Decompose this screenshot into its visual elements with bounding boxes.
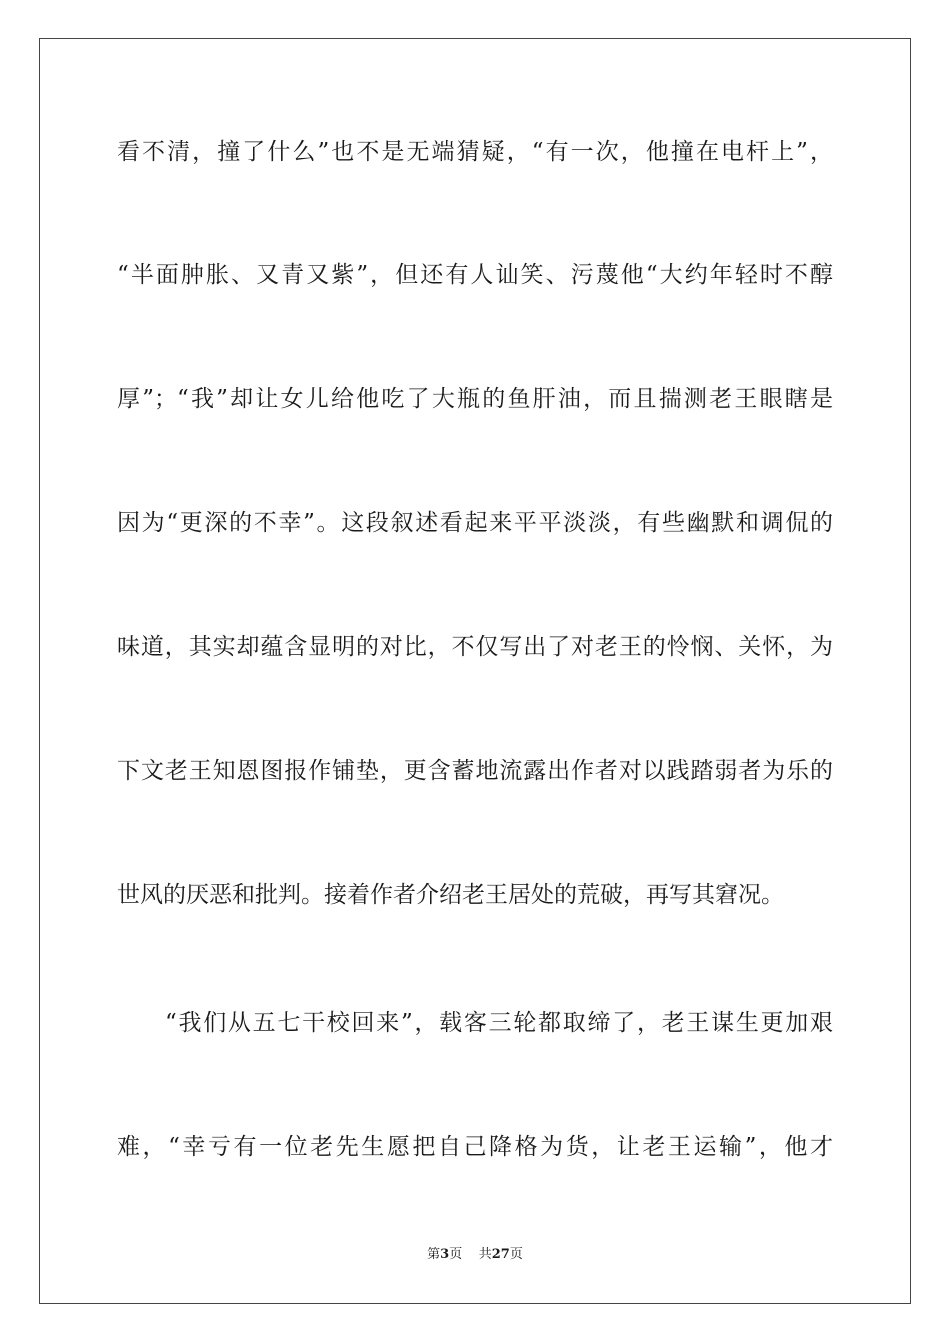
text-line-8: “我们从五七干校回来”，载客三轮都取缔了，老王谋生更加艰 xyxy=(165,1010,833,1036)
total-pages: 27 xyxy=(491,1247,510,1262)
text-line-6: 下文老王知恩图报作铺垫，更含蓄地流露出作者对以践踏弱者为乐的 xyxy=(117,758,833,784)
text-line-4: 因为“更深的不幸”。这段叙述看起来平平淡淡，有些幽默和调侃的 xyxy=(117,510,833,536)
total-prefix: 共 xyxy=(478,1247,492,1262)
text-line-9: 难，“幸亏有一位老先生愿把自己降格为货，让老王运输”，他才 xyxy=(117,1134,833,1160)
page-number: 3 xyxy=(440,1247,450,1262)
text-line-1: 看不清，撞了什么”也不是无端猜疑，“有一次，他撞在电杆上”， xyxy=(117,139,833,165)
total-suffix: 页 xyxy=(509,1247,523,1262)
page-suffix: 页 xyxy=(449,1247,463,1262)
text-line-2: “半面肿胀、又青又紫”，但还有人讪笑、污蔑他“大约年轻时不醇 xyxy=(117,262,833,288)
page-prefix: 第 xyxy=(427,1247,441,1262)
page-footer xyxy=(0,1247,950,1263)
text-line-3: 厚”；“我”却让女儿给他吃了大瓶的鱼肝油，而且揣测老王眼瞎是 xyxy=(117,386,833,412)
page-border xyxy=(39,38,911,1304)
text-line-5: 味道，其实却蕴含显明的对比，不仅写出了对老王的怜悯、关怀，为 xyxy=(117,634,833,660)
text-line-7: 世风的厌恶和批判。接着作者介绍老王居处的荒破，再写其窘况。 xyxy=(117,882,784,908)
